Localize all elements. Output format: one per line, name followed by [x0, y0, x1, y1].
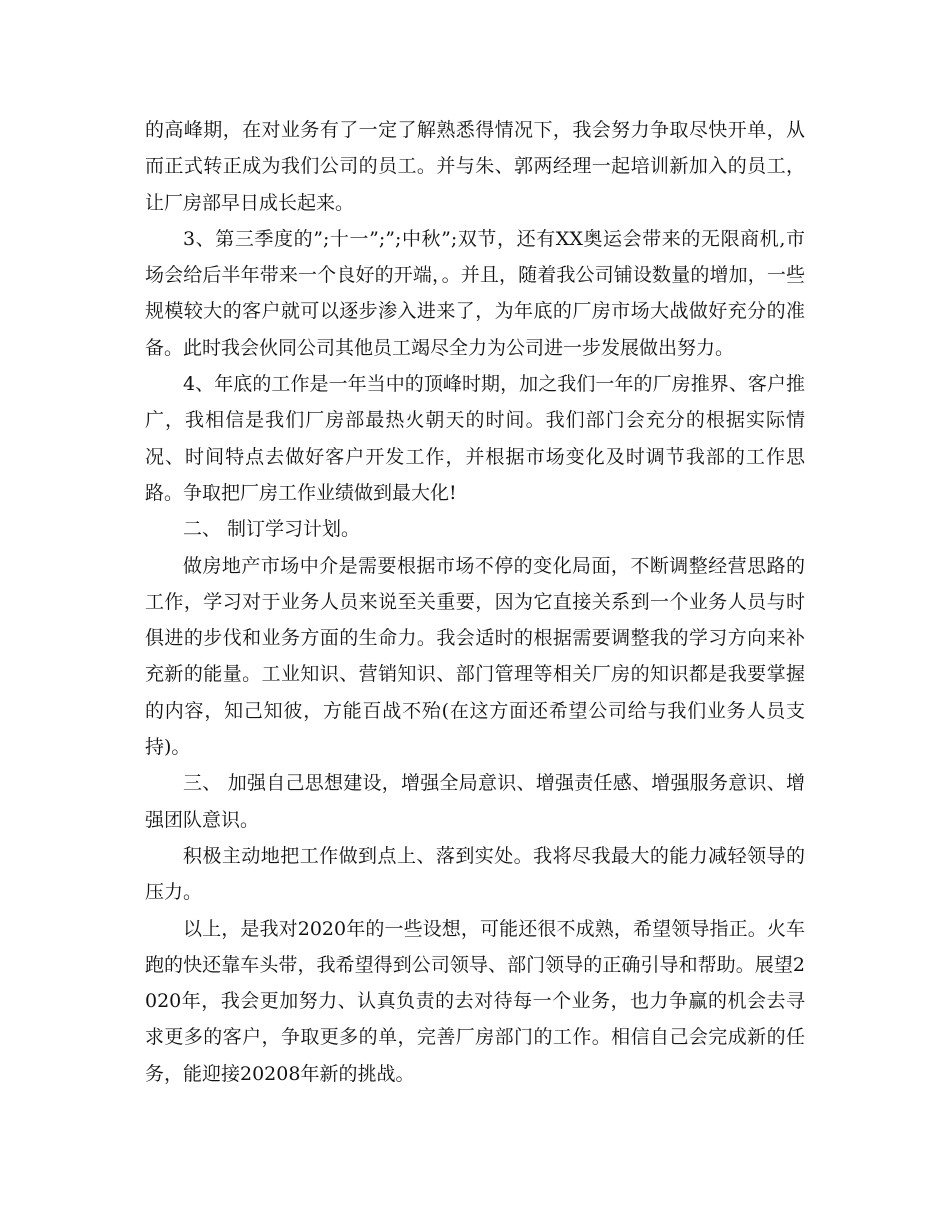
section-heading-3: 三、 加强自己思想建设，增强全局意识、增强责任感、增强服务意识、增强团队意识。: [145, 772, 805, 831]
document-body: [145, 112, 805, 1092]
paragraph-3: 4、年底的工作是一年当中的顶峰时期，加之我们一年的厂房推界、客户推广，我相信是我们厂房部最热火朝天的时间。我们部门会充分的根据实际情况、时间特点去做好客户开发工作，并根据市场变化及时调节我部的工作思路。争取把厂房工作业绩做到最大化!: [145, 373, 805, 504]
paragraph-6: 以上，是我对2020年的一些设想，可能还很不成熟，希望领导指正。火车跑的快还靠车头带，我希望得到公司领导、部门领导的正确引导和帮助。展望2020年，我会更加努力、认真负责的去对待每一个业务，也力争赢的机会去寻求更多的客户，争取更多的单，完善厂房部门的工作。相信自己会完成新的任务，能迎接20208年新的挑战。: [145, 917, 805, 1085]
paragraph-5: 积极主动地把工作做到点上、落到实处。我将尽我最大的能力减轻领导的压力。: [145, 844, 805, 904]
paragraph-4: 做房地产市场中介是需要根据市场不停的变化局面，不断调整经营思路的工作，学习对于业务人员来说至关重要，因为它直接关系到一个业务人员与时俱进的步伐和业务方面的生命力。我会适时的根据需要调整我的学习方向来补充新的能量。工业知识、营销知识、部门管理等相关厂房的知识都是我要掌握的内容，知己知彼，方能百战不殆(在这方面还希望公司给与我们业务人员支持)。: [145, 554, 805, 759]
paragraph-2: 3、第三季度的”;十一”;”;中秋”;双节，还有XX奥运会带来的无限商机,市场会给后半年带来一个良好的开端，。并且，随着我公司铺设数量的增加，一些规模较大的客户就可以逐步渗入进来了，为年底的厂房市场大战做好充分的准备。此时我会伙同公司其他员工竭尽全力为公司进一步发展做出努力。: [145, 227, 805, 359]
section-heading-2: 二、 制订学习计划。: [183, 518, 361, 541]
paragraph-1: 的高峰期，在对业务有了一定了解熟悉得情况下，我会努力争取尽快开单，从而正式转正成为我们公司的员工。并与朱、郭两经理一起培训新加入的员工，让厂房部早日成长起来。: [145, 119, 805, 214]
